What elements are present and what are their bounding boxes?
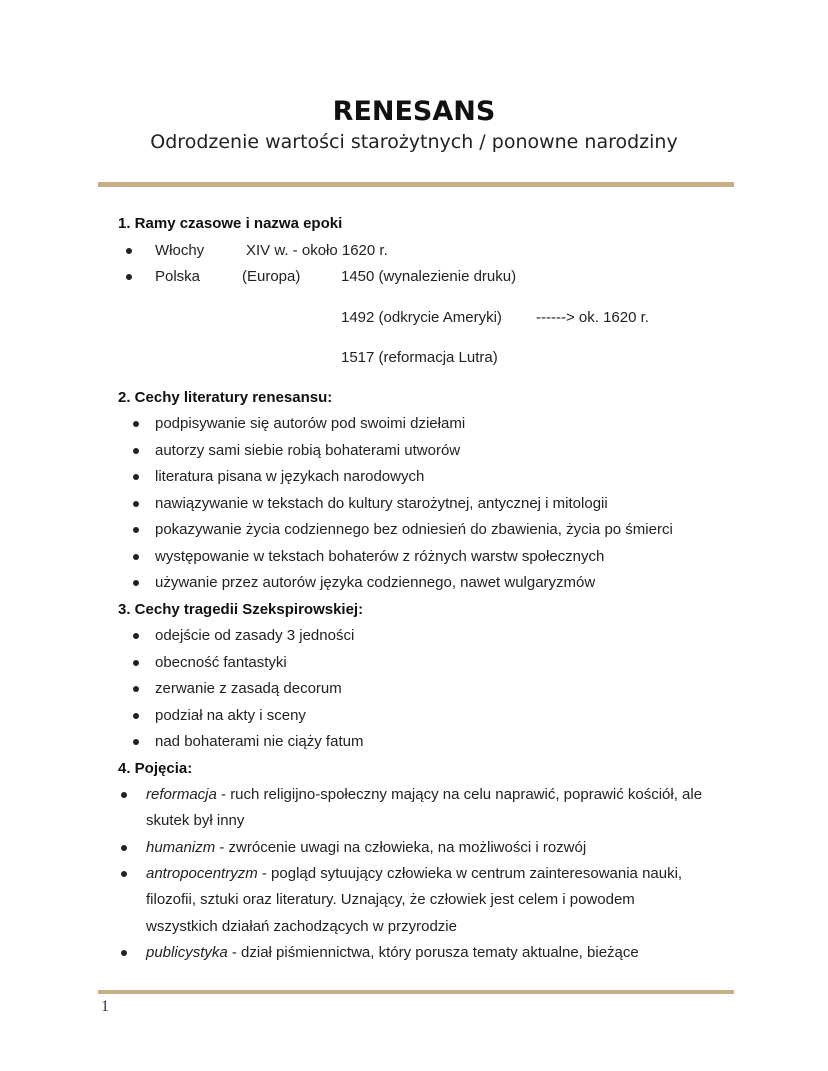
section-4-heading: 4. Pojęcia: (118, 760, 193, 777)
list-item: odejście od zasady 3 jedności (155, 627, 355, 644)
bullet-icon (133, 739, 139, 745)
bullet-icon (133, 633, 139, 639)
term-humanizm: humanizm (146, 839, 216, 856)
definition-line: skutek był inny (146, 812, 245, 829)
list-item: pokazywanie życia codziennego bez odniesień do zbawienia, życia po śmierci (155, 521, 673, 538)
bullet-icon (133, 527, 139, 533)
section-3-heading: 3. Cechy tragedii Szekspirowskiej: (118, 601, 364, 618)
term-publicystyka: publicystyka (146, 944, 228, 961)
list-item: literatura pisana w językach narodowych (155, 468, 425, 485)
polska-region: (Europa) (242, 268, 301, 285)
bottom-divider (98, 990, 734, 994)
top-divider (98, 182, 734, 187)
section-2-heading: 2. Cechy literatury renesansu: (118, 389, 333, 406)
bullet-icon (133, 554, 139, 560)
definition-line (146, 785, 702, 805)
bullet-icon (133, 448, 139, 454)
definition-line (146, 943, 639, 963)
bullet-icon (121, 845, 127, 851)
date-1517: 1517 (reformacja Lutra) (341, 349, 498, 366)
wlochy-dates: XIV w. - około 1620 r. (246, 242, 388, 259)
date-arrow: ------> ok. 1620 r. (536, 309, 649, 326)
section-1-heading: 1. Ramy czasowe i nazwa epoki (118, 215, 343, 232)
list-item: występowanie w tekstach bohaterów z różnych warstw społecznych (155, 548, 605, 565)
term-antropocentryzm: antropocentryzm (146, 865, 258, 882)
bullet-icon (133, 686, 139, 692)
definition-text: - pogląd sytuujący człowieka w centrum zainteresowania nauki, (257, 865, 683, 882)
polska-label: Polska (155, 268, 201, 285)
date-1492: 1492 (odkrycie Ameryki) (341, 309, 502, 326)
list-item: zerwanie z zasadą decorum (155, 680, 342, 697)
bullet-icon (133, 713, 139, 719)
term-reformacja: reformacja (146, 786, 217, 803)
definition-line: filozofii, sztuki oraz literatury. Uznający, że człowiek jest celem i powodem (146, 891, 635, 908)
bullet-icon (133, 660, 139, 666)
bullet-icon (121, 871, 127, 877)
bullet-icon (133, 421, 139, 427)
bullet-icon (133, 501, 139, 507)
bullet-icon (121, 950, 127, 956)
list-item: obecność fantastyki (155, 654, 287, 671)
bullet-icon (133, 474, 139, 480)
list-item: używanie przez autorów języka codziennego, nawet wulgaryzmów (155, 574, 596, 591)
list-item: nad bohaterami nie ciąży fatum (155, 733, 364, 750)
page-title: RENESANS (332, 96, 496, 127)
wlochy-label: Włochy (155, 242, 205, 259)
page-number: 1 (101, 998, 109, 1015)
definition-text: - zwrócenie uwagi na człowieka, na możliwości i rozwój (215, 839, 587, 856)
bullet-icon (121, 792, 127, 798)
bullet-icon (133, 580, 139, 586)
list-item: podpisywanie się autorów pod swoimi dziełami (155, 415, 466, 432)
bullet-icon (126, 274, 132, 280)
definition-text: - dział piśmiennictwa, który porusza tematy aktualne, bieżące (227, 944, 639, 961)
definition-text: - ruch religijno-społeczny mający na celu naprawić, poprawić kościół, ale (216, 786, 703, 803)
definition-line (146, 838, 586, 858)
date-1450: 1450 (wynalezienie druku) (341, 268, 517, 285)
list-item: podział na akty i sceny (155, 707, 306, 724)
list-item: nawiązywanie w tekstach do kultury starożytnej, antycznej i mitologii (155, 495, 608, 512)
page-subtitle: Odrodzenie wartości starożytnych / ponowne narodziny (150, 131, 678, 153)
definition-line (146, 864, 682, 884)
definition-line: wszystkich działań zachodzących w przyrodzie (146, 918, 457, 935)
list-item: autorzy sami siebie robią bohaterami utworów (155, 442, 461, 459)
bullet-icon (126, 248, 132, 254)
